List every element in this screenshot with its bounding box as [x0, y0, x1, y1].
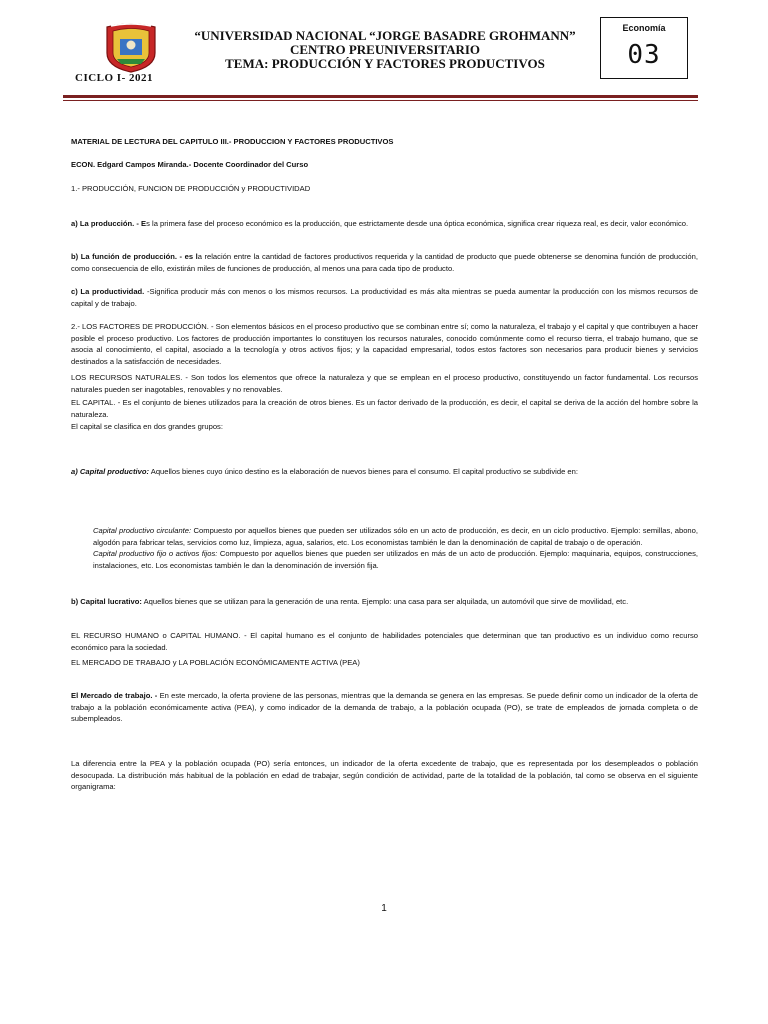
university-name: “UNIVERSIDAD NACIONAL “JORGE BASADRE GROHMANN” [194, 28, 576, 43]
paragraph-capital: EL CAPITAL. - Es el conjunto de bienes utilizados para la creación de otros bienes. Es un factor derivado de la producción, es decir, el capital se deriva de la acción del hombre sobre la naturaleza. [71, 398, 698, 419]
term-production-function: b) La función de producción. - es l [71, 252, 198, 261]
labor-market-title: EL MERCADO DE TRABAJO y LA POBLACIÓN ECONÓMICAMENTE ACTIVA (PEA) [71, 658, 360, 667]
paragraph-lucrative-capital: b) Capital lucrativo: Aquellos bienes que se utilizan para la generación de una renta. Ejemplo: una casa para ser alquilada, un automóvil que sirve de movilidad, etc. [71, 597, 629, 606]
paragraph-productive-capital: a) Capital productivo: Aquellos bienes cuyo único destino es la elaboración de nuevos bienes para el consumo. El capital productivo se subdivide en: [71, 467, 578, 476]
paragraph-production-function: b) La función de producción. - es la relación entre la cantidad de factores productivos requerida y la cantidad de producto que puede obtenerse se denomina función de producción, como consecuencia de ello, existirán miles de funciones de producción, al menos una para cada tipo de producto. [71, 252, 698, 273]
term-fixed-capital: Capital productivo fijo o activos fijos: [93, 549, 218, 558]
subject-label: Economía [622, 23, 666, 33]
paragraph-labor-market: El Mercado de trabajo. - En este mercado, la oferta proviene de las personas, mientras que la demanda se genera en las empresas. Se puede definir como un indicador de la oferta de trabajo a la población económicamente activa (PEA), y como indicador de la demanda de trabajo, a la población ocupada (PO), se trate de empleados de jornada completa o de subempleados. [71, 691, 698, 724]
section-1-title: 1.- PRODUCCIÓN, FUNCION DE PRODUCCIÓN y PRODUCTIVIDAD [71, 184, 311, 193]
term-productivity: c) La productividad. [71, 287, 145, 296]
header-rule [63, 95, 698, 98]
header-rule-thin [63, 100, 698, 101]
paragraph-production: a) La producción. - Es la primera fase del proceso económico es la producción, que estrictamente desde una óptica económica, significa crear riqueza real, es decir, valor económico. [71, 219, 689, 228]
chapter-number: 03 [627, 40, 661, 70]
term-production: a) La producción. - E [71, 219, 147, 228]
paragraph-natural-resources: LOS RECURSOS NATURALES. - Son todos los elementos que ofrece la naturaleza y que se emplean en el proceso productivo, constituyendo un factor fundamental. Los recursos naturales pueden ser inagotables, renovables y no renovables. [71, 373, 698, 394]
term-labor-market: El Mercado de trabajo. - [71, 691, 158, 700]
term-lucrative-capital: b) Capital lucrativo: [71, 597, 142, 606]
paragraph-human-capital: EL RECURSO HUMANO o CAPITAL HUMANO. - El capital humano es el conjunto de habilidades potenciales que determinan que tan productivo es un individuo como recurso económico para la sociedad. [71, 631, 698, 652]
author-line: ECON. Edgard Campos Miranda.- Docente Coordinador del Curso [71, 160, 309, 169]
paragraph-circulating-capital: Capital productivo circulante: Compuesto por aquellos bienes que pueden ser utilizados sólo en un acto de producción, es decir, en un ciclo productivo. Ejemplo: semillas, abono, algodón para fabricar telas, servicios como luz, limpieza, agua, salarios, etc. Los economistas también le dan la denominación de capital de trabajo o de operación. [93, 526, 698, 547]
subject-badge [600, 17, 688, 79]
page-number: 1 [381, 903, 387, 914]
section-2-factors: 2.- LOS FACTORES DE PRODUCCIÓN. - Son elementos básicos en el proceso productivo que se combinan entre sí; como la naturaleza, el trabajo y el capital y que contribuyen a hacer posible el proceso productivo. Los factores de producción importantes lo constituyen los recursos naturales, conocido comúnmente como el recurso tierra, el trabajo humano, que se asocia al conocimiento, el capital, asociado a la tecnología y otros activos fijos; y la capacidad empresarial, todos estos factores son necesarios para producir bienes y servicios destinados a la satisfacción de necesidades. [71, 322, 698, 366]
topic-title: TEMA: PRODUCCIÓN Y FACTORES PRODUCTIVOS [225, 56, 545, 71]
center-name: CENTRO PREUNIVERSITARIO [289, 42, 481, 57]
cycle-label: CICLO I- 2021 [75, 72, 154, 84]
paragraph-productivity: c) La productividad. -Significa producir más con menos o los mismos recursos. La productividad es más alta mientras se pueda aumentar la producción con los mismos recursos de capital y de trabajo. [71, 287, 698, 308]
material-title: MATERIAL DE LECTURA DEL CAPITULO III.- PRODUCCION Y FACTORES PRODUCTIVOS [71, 137, 394, 146]
paragraph-fixed-capital: Capital productivo fijo o activos fijos: Compuesto por aquellos bienes que pueden ser utilizados en más de un acto de producción. Ejemplo: maquinaria, equipos, construcciones, instalaciones, etc. Los economistas también le dan la denominación de inversión fija. [93, 549, 698, 570]
paragraph-pea-difference: La diferencia entre la PEA y la población ocupada (PO) sería entonces, un indicador de la oferta excedente de trabajo, que es representada por los desempleados o población desocupada. La distribución más habitual de la población en edad de trabajar, según condición de actividad, parte de la totalidad de la población, tal como se observa en el siguiente organigrama: [71, 759, 698, 792]
term-productive-capital: a) Capital productivo: [71, 467, 150, 476]
term-circulating-capital: Capital productivo circulante: [93, 526, 192, 535]
capital-classification: El capital se clasifica en dos grandes grupos: [71, 422, 223, 431]
university-seal-logo [101, 23, 161, 73]
